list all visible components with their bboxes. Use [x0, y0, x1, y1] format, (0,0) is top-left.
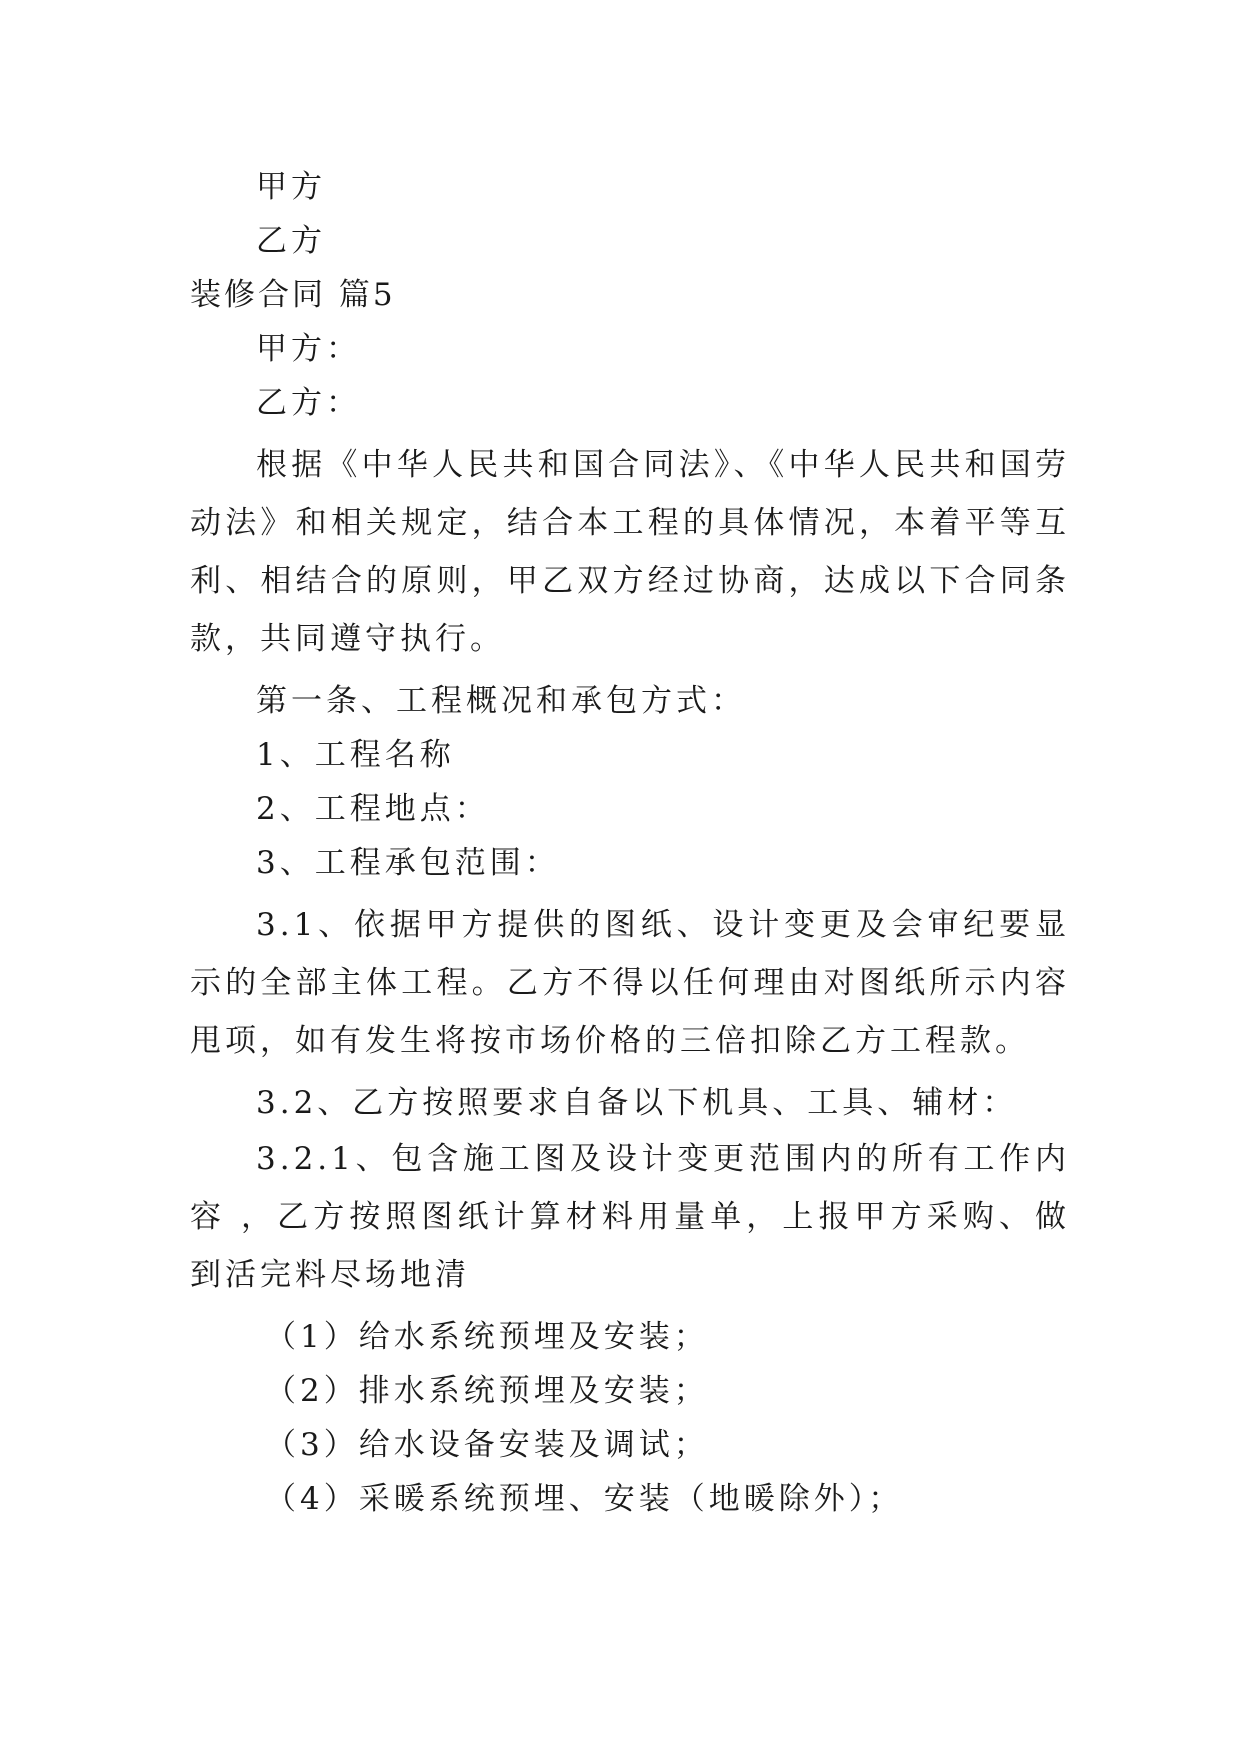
sub-item: （3）给水设备安装及调试；: [265, 1427, 709, 1463]
party-a-line: 甲方: [256, 169, 326, 205]
sub-item: （1）给水系统预埋及安装；: [265, 1319, 709, 1355]
party-b-line: 乙方: [256, 223, 326, 259]
item-project-name: 1、工程名称: [256, 737, 455, 773]
clause-3-2: 3.2、乙方按照要求自备以下机具、工具、辅材：: [256, 1085, 1018, 1121]
item-project-scope: 3、工程承包范围：: [256, 845, 560, 881]
clause-3-1: 3.1、依据甲方提供的图纸、设计变更及会审纪要显示的全部主体工程。乙方不得以任何理由对图纸所示内容甩项，如有发生将按市场价格的三倍扣除乙方工程款。: [190, 907, 1070, 1059]
party-a-field: 甲方：: [256, 331, 361, 367]
section-heading: 装修合同 篇5: [190, 277, 396, 313]
item-project-location: 2、工程地点：: [256, 791, 490, 827]
sub-item: （2）排水系统预埋及安装；: [265, 1373, 709, 1409]
clause-3-2-1: 3.2.1、包含施工图及设计变更范围内的所有工作内容 ，乙方按照图纸计算材料用量单，上报甲方采购、做到活完料尽场地清: [190, 1141, 1070, 1293]
intro-paragraph: 根据《中华人民共和国合同法》、《中华人民共和国劳动法》和相关规定，结合本工程的具体情况，本着平等互利、相结合的原则，甲乙双方经过协商，达成以下合同条款，共同遵守执行。: [190, 447, 1070, 657]
document-body: [190, 160, 1070, 1526]
party-b-field: 乙方：: [256, 385, 361, 421]
sub-item: （4）采暖系统预埋、安装（地暖除外）；: [265, 1481, 904, 1517]
article-1-title: 第一条、工程概况和承包方式：: [256, 683, 746, 719]
